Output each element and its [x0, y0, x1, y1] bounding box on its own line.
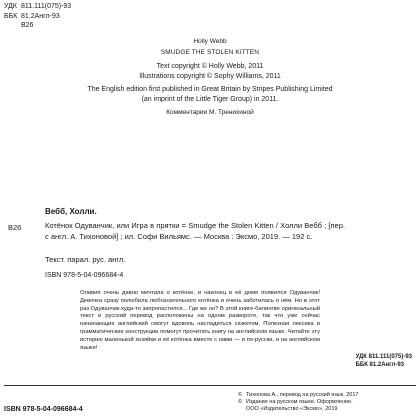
- letter-code: В26: [21, 22, 34, 29]
- copyright-row: [238, 406, 358, 413]
- edition-block: [40, 85, 380, 105]
- bbk-label: ББК: [4, 12, 18, 20]
- card-letter-code: В26: [8, 223, 22, 232]
- card-isbn: ISBN 978-5-04-096684-4: [45, 272, 124, 279]
- edition-line-1: The English edition first published in Great Britain by Stripes Publishing Limited: [87, 86, 333, 93]
- letter-code-row: [4, 21, 71, 31]
- copyright-symbol: [238, 406, 246, 413]
- isbn-bottom: ISBN 978-5-04-096684-4: [4, 406, 83, 413]
- udk-label: УДК: [4, 3, 17, 10]
- copyright-row: [238, 399, 358, 406]
- russian-copyrights: [238, 392, 358, 413]
- classification-codes-top: [4, 2, 71, 31]
- udk-bottom: УДК 811.111(075)-93: [355, 354, 412, 360]
- copyright-row: [238, 392, 358, 399]
- card-description: Котёнок Одуванчик, или Игра в прятки = Smudge the Stolen Kitten / Холли Вебб ; [пер. с англ. А. Тихоновой] ; ил. Софи Вильямс. — Москва : Эксмо, 2019. — 192 с.: [45, 221, 345, 241]
- english-title: SMUDGE THE STOLEN KITTEN: [160, 49, 260, 56]
- copyright-symbol: ©: [238, 392, 243, 398]
- divider-line: [4, 385, 416, 386]
- copyright-text: Издание на русском языке. Оформление.: [246, 399, 353, 405]
- bbk-bottom: ББК 81.2Англ-93: [355, 362, 405, 368]
- copyright-text: Тихонова А., перевод на русский язык, 2017: [246, 392, 359, 398]
- bbk-value: 81.2Англ-93: [21, 12, 60, 20]
- bbk-row: [4, 12, 71, 22]
- classification-codes-bottom: [356, 353, 412, 369]
- card-text-type: Текст. парал. рус. англ.: [45, 255, 126, 264]
- commentary-credit: Комментарии М. Трениxиной: [166, 109, 254, 116]
- english-author: Holly Webb: [193, 38, 227, 45]
- udk-row: [4, 2, 71, 12]
- edition-line-2: (an imprint of the Little Tiger Group) in 2011.: [141, 96, 279, 103]
- illustrations-copyright: Illustrations copyright © Sophy Williams, 2011: [139, 73, 281, 80]
- card-author: Вебб, Холли.: [45, 207, 97, 216]
- annotation-text: Оливия очень давно мечтала о котёнке, и наконец в её доме появился Одуванчик! Девочка сразу полюбила любознательного котёнка и очень заботилась о нём. Но в этот раз Одуванчик куда-то запропастился... Где же он? В этой книге-билингве оригинальный текст и русский перевод расположены на одном развороте, так что уже сейчас начинающие английский смогут вдоволь насладиться сюжетом. Полезная лексика и грамматические конструкции помогут прочитать книгу на английском языке. Читайте эту историю маленькой хозяйки и её котёнка вместе с нами — и по-русски, и на английском языке!: [80, 290, 320, 351]
- copyright-block: [60, 62, 360, 82]
- udk-value: 811.111(075)-93: [21, 3, 72, 10]
- copyright-text: ООО «Издательство «Эксмо», 2019: [246, 406, 338, 412]
- text-copyright: Text copyright © Holly Webb, 2011: [156, 63, 264, 70]
- copyright-symbol: ©: [238, 399, 243, 405]
